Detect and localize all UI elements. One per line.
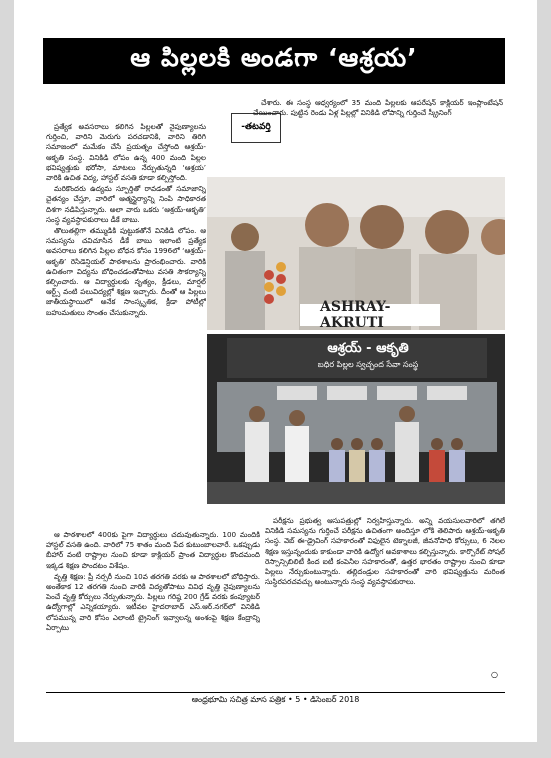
article-headline: ఆ పిల్లలకి అండగా ‘ఆశ్రయ’ (43, 38, 505, 84)
article-column-right-top (253, 98, 503, 148)
paragraph-right-top: చేశారు. ఈ సంస్థ ఆధ్వర్యంలో 35 మంది పిల్లలకు ఆపరేషన్ కాక్లియర్ ఇంప్లాంటేషన్ చేయించారు. పుట్టిన రెండు ఏళ్ల పిల్లల్లో వినికిడి లోపాన్ని గుర్తించే స్క్రీనింగ్ (253, 98, 503, 118)
page-footer: ఆంధ్రభూమి సచిత్ర మాస పత్రిక • 5 • డిసెంబర్ 2018 (191, 695, 360, 704)
page-frame-right (537, 0, 551, 758)
paragraph-3: తొలుతల్లిగా తమ్ముడికి పుట్టుకతోనే వినికిడి లోపం. ఆ సమస్యను చవిచూసిన డీకే బాబు ఇలాంటి ప్రత్యేక అవసరాలు కలిగిన పిల్లల బోధన కోసం 1996లో ‘ఆశ్రయ్-ఆకృతి’ రెసిడెన్షియల్ పాఠశాలను ప్రారంభించారు. వారికి ఉచితంగా విద్యను బోధించడంతోపాటు వసతి సౌకర్యాన్ని కల్పించారు. ఆ విద్యార్థులకు నృత్యం, క్రీడలు, మార్షల్ ఆర్ట్స్ వంటి పలువిద్యల్లో శిక్షణ ఇచ్చారు. దీంతో ఆ పిల్లలు జాతీయస్థాయిలో అనేక సాంస్కృతిక, క్రీడా పోటీల్లో బహుమతులు సొంతం చేసుకున్నారు. (46, 226, 206, 317)
event-banner-title: ఆశ్రయ్ - ఆకృతి (327, 341, 409, 356)
article-end-mark: ○ (491, 670, 498, 679)
photo-logo-text: ASHRAY-AKRUTI (300, 304, 440, 326)
page-frame-bottom (0, 742, 551, 758)
event-banner-subtitle: బధిర పిల్లల స్వచ్ఛంద సేవా సంస్థ (317, 360, 419, 369)
footer-divider (46, 692, 505, 693)
author-byline: -తటవర్తి (231, 113, 281, 143)
article-column-left (46, 122, 206, 530)
paragraph-6: పరీక్షను ప్రభుత్వ ఆసుపత్రుల్లో నిర్వహిస్తున్నారు. అన్ని వయసులవారిలో తగిలే వినికిడి సమస్యను గుర్తించే పరీక్షను ఉచితంగా అందిస్తూ లోకి తెలిపారు ఆశ్రయ్-ఆకృతి సంస్థ. వెబ్ ఈ-డ్రైవింగ్ సహకారంతో విఫులైన టెక్నాలజీ, జీవనోపాధి కోర్సులు, 6 నెలల శిక్షణ ఇస్తున్నందుకు కాకుండా వారికి ఉద్యోగ అవకాశాలు కల్పిస్తున్నారు. కార్పొరేట్ సోషల్ రెస్పాన్సిబిలిటీ కింద ఐటీ కంపెనీల సహకారంతో, ఉత్తర భారతం రాష్ట్రాల నుంచి కూడా పిల్లలు నేర్చుకుంటున్నారు. తల్లిదండ్రుల సహకారంతో వారి భవిష్యత్తును మరింత సుస్థిరపరచవచ్చు అంటున్నారు సంస్థ వ్యవస్థాపకురాలు. (265, 516, 505, 587)
article-column-bottom-left (46, 530, 260, 700)
paragraph-1: ప్రత్యేక అవసరాలు కలిగిన పిల్లలతో నైపుణ్యాలను గుర్తించి, వారిని మెరుగు పరచడానికి, వారిని తిరిగి సమాజంలో మమేకం చేసే ప్రయత్నం చేస్తోంది ఆశ్రయ్-ఆకృతి సంస్థ. వినికిడి లోపం ఉన్న 400 మంది పిల్లల భవిష్యత్తుకు భరోసా, మాటలు నేర్పుతున్నది ‘ఆశ్రయ’ వారికి ఉచిత విద్య, హాస్టల్ వసతి కూడా కల్పిస్తోంది. (46, 122, 206, 183)
paragraph-4: ఆ పాఠశాలలో 400కు పైగా విద్యార్థులు చదువుతున్నారు. 100 మందికి హాస్టల్ వసతి ఉంది. వారిలో 75 శాతం మంది పేద కుటుంబాలవారే. ఒకప్పుడు బీహార్ వంటి రాష్ట్రాల నుంచి కూడా కాక్లియర్ ప్రాంత విద్యార్థుల కొందమంది ఇక్కడ శిక్షణ పొందటం విశేషం. (46, 530, 260, 570)
paragraph-2: మరికొందరు ఉద్యమ స్ఫూర్తితో రావడంతో సమాజాన్ని చైతన్యం చేస్తూ, వారిలో ఆత్మస్థైర్యాన్ని నింపి సాధికారత దిశగా నడిపిస్తున్నారు. అలా వారు ఒకరు ‘ఆశ్రయ్-ఆకృతి’ సంస్థ వ్యవస్థాపకురాలు డీకే బాబు. (46, 184, 206, 224)
paragraph-5: వృత్తి శిక్షణ: ప్రీ నర్సరీ నుంచి 10వ తరగతి వరకు ఆ పాఠశాలలో బోధిస్తారు. అంతేకాక 12 తరగతి నుంచి వారికి విద్యతోపాటు వివిధ వృత్తి నైపుణ్యాలను పెంచే వృత్తి కోర్సులు నేర్పుతున్నారు. పిల్లలు గరిష్ఠ 200 గ్రేడ్ వరకు కంప్యూటర్ ఉద్యోగాల్లో ఎన్నికయ్యారు. ఇటీవల హైదరాబాద్ ఎస్.ఆర్.నగర్‌లో వినికిడి లోపమున్న వారి కోసం ఎలాంటి ట్రైనింగ్ ఇవ్వాలన్న అంశంపై శిక్షణ కేంద్రాన్ని ఏర్పాటు (46, 571, 260, 632)
page-frame-left (0, 0, 14, 758)
article-column-bottom-right (265, 516, 505, 630)
